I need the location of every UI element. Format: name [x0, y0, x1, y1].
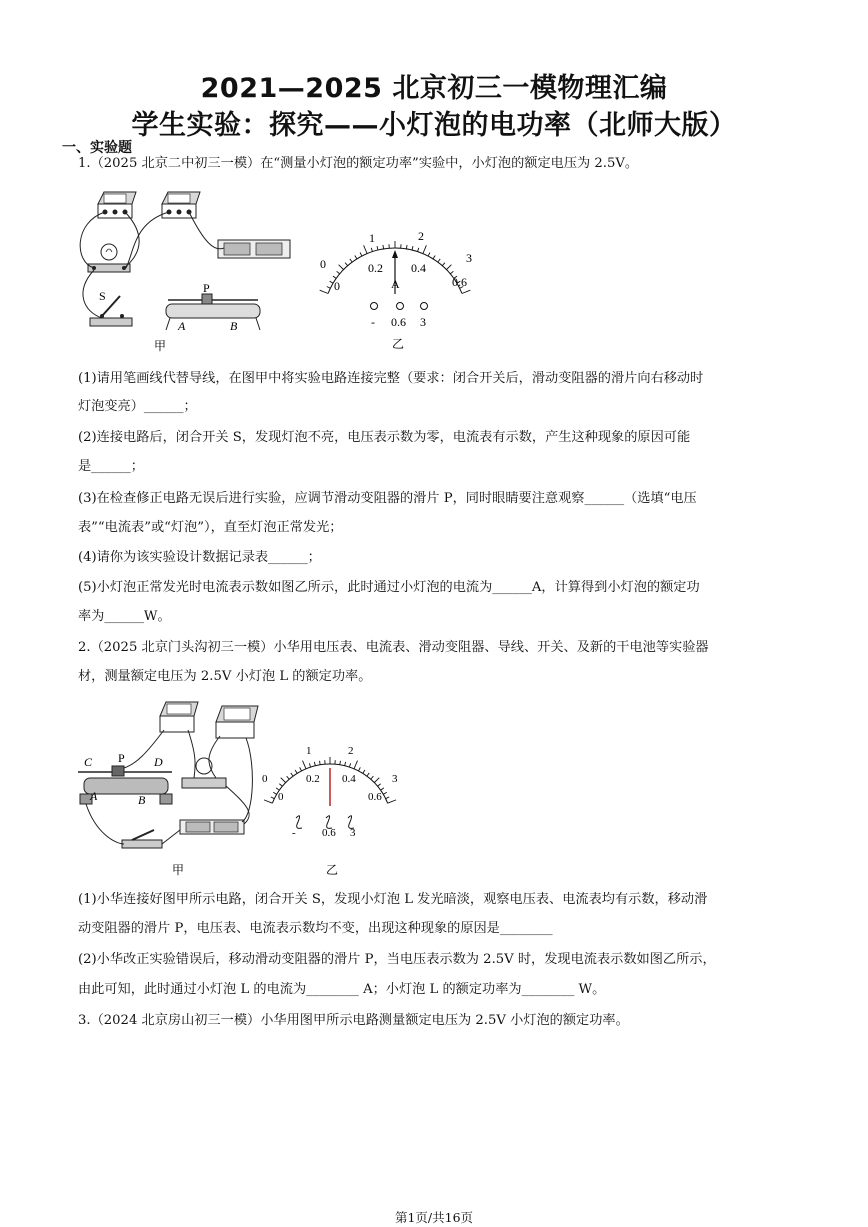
dial-tick — [340, 761, 341, 765]
dial-tick — [412, 246, 413, 250]
dial-tick — [314, 762, 315, 766]
slider-label: P — [203, 281, 210, 295]
scale-bottom-3: 0.6 — [452, 275, 467, 289]
slider-label-2: P — [118, 751, 125, 765]
q1-part-2b: 是______； — [78, 459, 144, 474]
terminal-3-label: 3 — [420, 315, 426, 329]
q1-part-3b: 表”“电流表”或“灯泡”），直至灯泡正常发光； — [78, 520, 343, 535]
dial-tick — [383, 792, 386, 794]
dial-tick — [330, 281, 333, 283]
terminal2-3-label: 3 — [350, 827, 356, 839]
terminal-a-label-2: A — [90, 789, 98, 803]
voltmeter-device — [98, 192, 136, 218]
q1-part-4: (4)请你为该实验设计数据记录表______； — [78, 550, 321, 565]
dial-tick — [371, 248, 372, 252]
scale2-top-0: 0 — [262, 773, 268, 785]
q1-part-1b: 灯泡变亮）______； — [78, 399, 197, 414]
document-subtitle: 学生实验：探究——小灯泡的电功率（北师大版） — [131, 110, 737, 141]
scale2-bottom-3: 0.6 — [368, 791, 382, 803]
q2-figure-jia — [76, 694, 266, 878]
dial-tick — [354, 761, 357, 769]
needle-tip-icon — [392, 250, 398, 258]
q2-part-2a: (2)小华改正实验错误后，移动滑动变阻器的滑片 P，当电压表示数为 2.5V 时，发现电流表示数如图乙所示， — [78, 952, 716, 967]
ammeter-device-2 — [216, 706, 258, 738]
terminal-c-label: C — [84, 755, 93, 769]
q3-stem: 3.（2024 北京房山初三一模）小华用图甲所示电路测量额定电压为 2.5V 小灯泡的额定功率。 — [78, 1013, 629, 1028]
dial-tick — [374, 778, 379, 783]
dial-tick — [276, 788, 279, 790]
q1-part-1a: (1)请用笔画线代替导线，在图甲中将实验电路连接完整（要求：闭合开关后，滑动变阻器的滑片向右移动时 — [78, 371, 704, 386]
terminal-a-label: A — [178, 319, 186, 333]
q1-part-2a: (2)连接电路后，闭合开关 S，发现灯泡不亮，电压表示数为零，电流表有示数，产生这种现象的原因可能 — [78, 430, 691, 445]
figure-jia-label-2: 甲 — [172, 863, 185, 877]
lamp-device-2 — [182, 758, 226, 788]
scale2-top-3: 3 — [392, 773, 398, 785]
ammeter-device — [162, 192, 200, 218]
q1-part-5b: 率为______W。 — [78, 609, 171, 624]
dial-tick — [281, 778, 286, 783]
terminal-b-label: B — [230, 319, 238, 333]
battery-device — [218, 240, 290, 258]
dial-tick — [378, 784, 381, 787]
scale-top-2: 2 — [418, 229, 424, 243]
dial-tick — [381, 788, 384, 790]
lamp-device — [88, 244, 130, 272]
dial-tick — [438, 259, 440, 262]
scale2-bottom-0: 0 — [278, 791, 284, 803]
terminal2-06-label: 0.6 — [322, 827, 336, 839]
dial-tick — [386, 797, 390, 799]
terminal-neg-icon-2 — [296, 816, 302, 829]
dial-tick — [300, 767, 302, 771]
terminal-3-icon — [421, 303, 428, 310]
scale-bottom-1: 0.2 — [368, 261, 383, 275]
terminal-b-label-2: B — [138, 793, 146, 807]
dial-tick — [309, 763, 310, 767]
figure-yi-label: 乙 — [392, 337, 405, 351]
dial-tick — [462, 290, 470, 293]
document-title: 2021—2025 北京初三一模物理汇编 — [200, 73, 668, 104]
scale-top-0: 0 — [320, 257, 326, 271]
scale-bottom-2: 0.4 — [411, 261, 426, 275]
dial-tick — [349, 763, 350, 767]
dial-tick — [295, 770, 297, 773]
switch-device — [90, 296, 132, 326]
dial-tick — [345, 762, 346, 766]
terminal-06-icon — [397, 303, 404, 310]
dial-tick — [320, 290, 328, 293]
q2-figure-yi — [256, 740, 406, 876]
dial-tick — [355, 255, 357, 258]
dial-tick — [327, 286, 331, 288]
terminal-06-label: 0.6 — [391, 315, 406, 329]
dial-tick — [450, 271, 453, 274]
switch-device-2 — [122, 830, 162, 848]
dial-tick — [428, 253, 430, 257]
switch-label: S — [99, 289, 106, 303]
scale-top-1: 1 — [369, 231, 375, 245]
scale-bottom-0: 0 — [334, 279, 340, 293]
dial-tick — [358, 767, 360, 771]
dial-tick — [423, 245, 426, 253]
dial-tick — [264, 800, 272, 803]
page-footer: 第1页/共16页 — [394, 1210, 474, 1225]
q2-part-1a: (1)小华连接好图甲所示电路，闭合开关 S，发现小灯泡 L 发光暗淡，观察电压表、电流表均有示数，移动滑 — [78, 892, 708, 907]
q2-part-2b: 由此可知，此时通过小灯泡 L 的电流为________ A；小灯泡 L 的额定功率为________ W。 — [78, 982, 606, 997]
dial-tick — [337, 271, 340, 274]
battery-device-2 — [180, 820, 244, 834]
terminal-d-label: D — [154, 755, 163, 769]
dial-tick — [406, 245, 407, 249]
dial-tick — [388, 800, 396, 803]
dial-tick — [350, 259, 352, 262]
figure-jia-label: 甲 — [154, 339, 167, 353]
dial-tick — [287, 776, 290, 779]
dial-tick — [291, 773, 293, 776]
unit-label: A — [391, 277, 400, 291]
dial-tick — [360, 253, 362, 257]
dial-tick — [345, 263, 348, 266]
scale2-bottom-2: 0.4 — [342, 773, 356, 785]
scale-top-3: 3 — [466, 251, 472, 265]
q1-figure-jia — [74, 182, 304, 354]
dial-tick — [363, 770, 365, 773]
q1-part-5a: (5)小灯泡正常发光时电流表示数如图乙所示，此时通过小灯泡的电流为______A，计算得到小灯泡的额定功 — [78, 580, 700, 595]
figure-yi-label-2: 乙 — [326, 863, 339, 876]
terminal-neg-label: - — [371, 315, 375, 329]
dial-tick — [279, 784, 282, 787]
q1-part-3a: (3)在检查修正电路无误后进行实验，应调节滑动变阻器的滑片 P，同时眼睛要注意观察______（选填“电压 — [78, 491, 697, 506]
terminal-neg-icon — [371, 303, 378, 310]
scale2-top-1: 1 — [306, 745, 312, 757]
voltmeter-device-2 — [160, 702, 198, 732]
dial-tick — [271, 797, 275, 799]
dial-tick — [442, 263, 445, 266]
q1-stem: 1.（2025 北京二中初三一模）在“测量小灯泡的额定功率”实验中，小灯泡的额定电压为 2.5V。 — [78, 156, 639, 171]
dial-tick — [383, 245, 384, 249]
scale2-bottom-1: 0.2 — [306, 773, 320, 785]
dial-tick — [339, 265, 344, 270]
dial-tick — [371, 776, 374, 779]
dial-tick — [433, 255, 435, 258]
dial-tick — [418, 248, 419, 252]
scale2-top-2: 2 — [348, 745, 354, 757]
q1-figure-yi — [308, 224, 492, 354]
q2-stem-line1: 2.（2025 北京门头沟初三一模）小华用电压表、电流表、滑动变阻器、导线、开关、及新的干电池等实验器 — [78, 640, 709, 655]
dial-tick — [302, 761, 305, 769]
terminal2-neg-label: - — [292, 827, 296, 839]
q2-stem-line2: 材，测量额定电压为 2.5V 小灯泡 L 的额定功率。 — [78, 669, 372, 684]
dial-tick — [273, 792, 276, 794]
q2-part-1b: 动变阻器的滑片 P，电压表、电流表示数均不变，出现这种现象的原因是________ — [78, 921, 553, 936]
dial-tick — [446, 265, 451, 270]
dial-tick — [364, 245, 367, 253]
dial-tick — [377, 246, 378, 250]
dial-tick — [367, 773, 369, 776]
dial-tick — [320, 761, 321, 765]
section-heading: 一、实验题 — [62, 140, 132, 156]
